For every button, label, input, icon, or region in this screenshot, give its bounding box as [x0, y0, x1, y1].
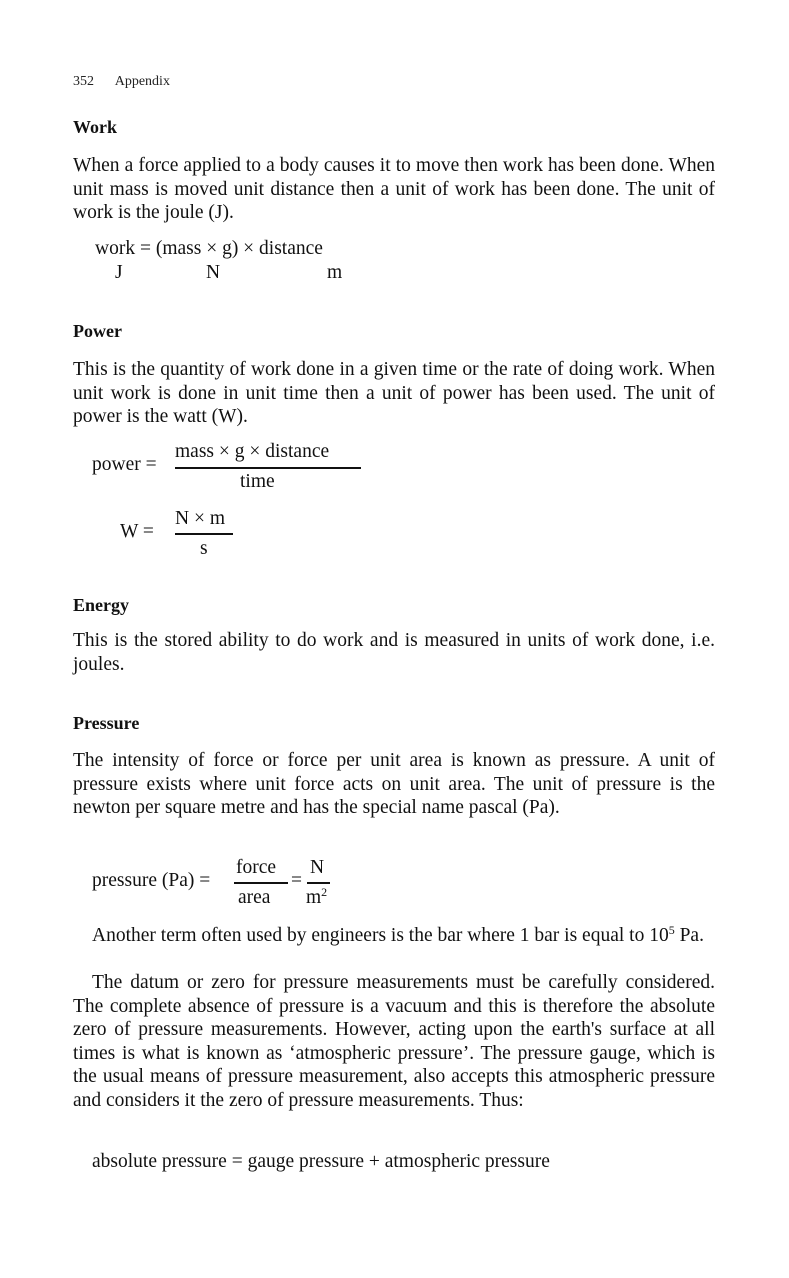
absolute-pressure-formula: absolute pressure = gauge pressure + atmospheric pressure [92, 1151, 550, 1172]
work-heading: Work [73, 117, 118, 137]
power-fraction-bar [175, 467, 361, 469]
bar-paragraph [73, 924, 715, 948]
bar-paragraph-unit: Pa. [674, 925, 704, 946]
power-formula-numerator: mass × g × distance [175, 441, 330, 462]
pressure-fraction-bar-1 [234, 882, 288, 884]
power-unit-fraction-bar [175, 533, 233, 535]
bar-paragraph-text: Another term often used by engineers is the bar where 1 bar is equal to 10 [92, 925, 669, 946]
pressure-formula-denominator-m2 [306, 887, 327, 909]
energy-paragraph: This is the stored ability to do work and is measured in units of work done, i.e. joules. [73, 630, 715, 675]
section-title: Appendix [114, 74, 170, 89]
pressure-m-exponent: 2 [321, 885, 328, 899]
power-formula-denominator: time [240, 471, 275, 492]
pressure-paragraph: The intensity of force or force per unit area is known as pressure. A unit of pressure exists where unit force acts on unit area. The unit of pressure is the newton per square metre and has the special name pascal (Pa). [73, 750, 715, 818]
work-paragraph: When a force applied to a body causes it to move then work has been done. When unit mass is moved unit distance then a unit of work has been done. The unit of work is the joule (J). [73, 155, 715, 223]
pressure-formula-equals: = [291, 870, 302, 891]
datum-paragraph: The datum or zero for pressure measurements must be carefully considered. The complete absence of pressure is a vacuum and this is therefore the absolute zero of pressure measurements. However, acting upon the earth's surface at all times is what is known as ‘atmospheric pressure’. The pressure gauge, which is the usual means of pressure measurement, also accepts this atmospheric pressure and considers it the zero of pressure measurements. Thus: [73, 972, 715, 1111]
power-unit-numerator: N × m [175, 508, 225, 529]
page-number: 352 [73, 74, 94, 89]
running-head [73, 74, 170, 90]
energy-heading: Energy [73, 595, 129, 615]
pressure-formula-numerator-n: N [310, 857, 325, 878]
work-unit-j: J [115, 262, 123, 283]
power-heading: Power [73, 321, 122, 341]
pressure-m-base: m [306, 887, 322, 908]
work-unit-m: m [327, 262, 343, 283]
work-formula: work = (mass × g) × distance [95, 238, 323, 259]
pressure-fraction-bar-2 [307, 882, 330, 884]
power-formula-lhs: power = [92, 454, 157, 475]
power-paragraph: This is the quantity of work done in a given time or the rate of doing work. When unit work is done in unit time then a unit of power has been used. The unit of power is the watt (W). [73, 359, 715, 427]
pressure-formula-denominator-area: area [238, 887, 271, 908]
work-unit-n: N [206, 262, 221, 283]
power-unit-lhs: W = [120, 521, 154, 542]
bar-exponent: 5 [668, 923, 675, 937]
pressure-heading: Pressure [73, 713, 140, 733]
power-unit-denominator: s [200, 538, 208, 559]
pressure-formula-numerator-force: force [236, 857, 277, 878]
pressure-formula-lhs: pressure (Pa) = [92, 870, 211, 891]
